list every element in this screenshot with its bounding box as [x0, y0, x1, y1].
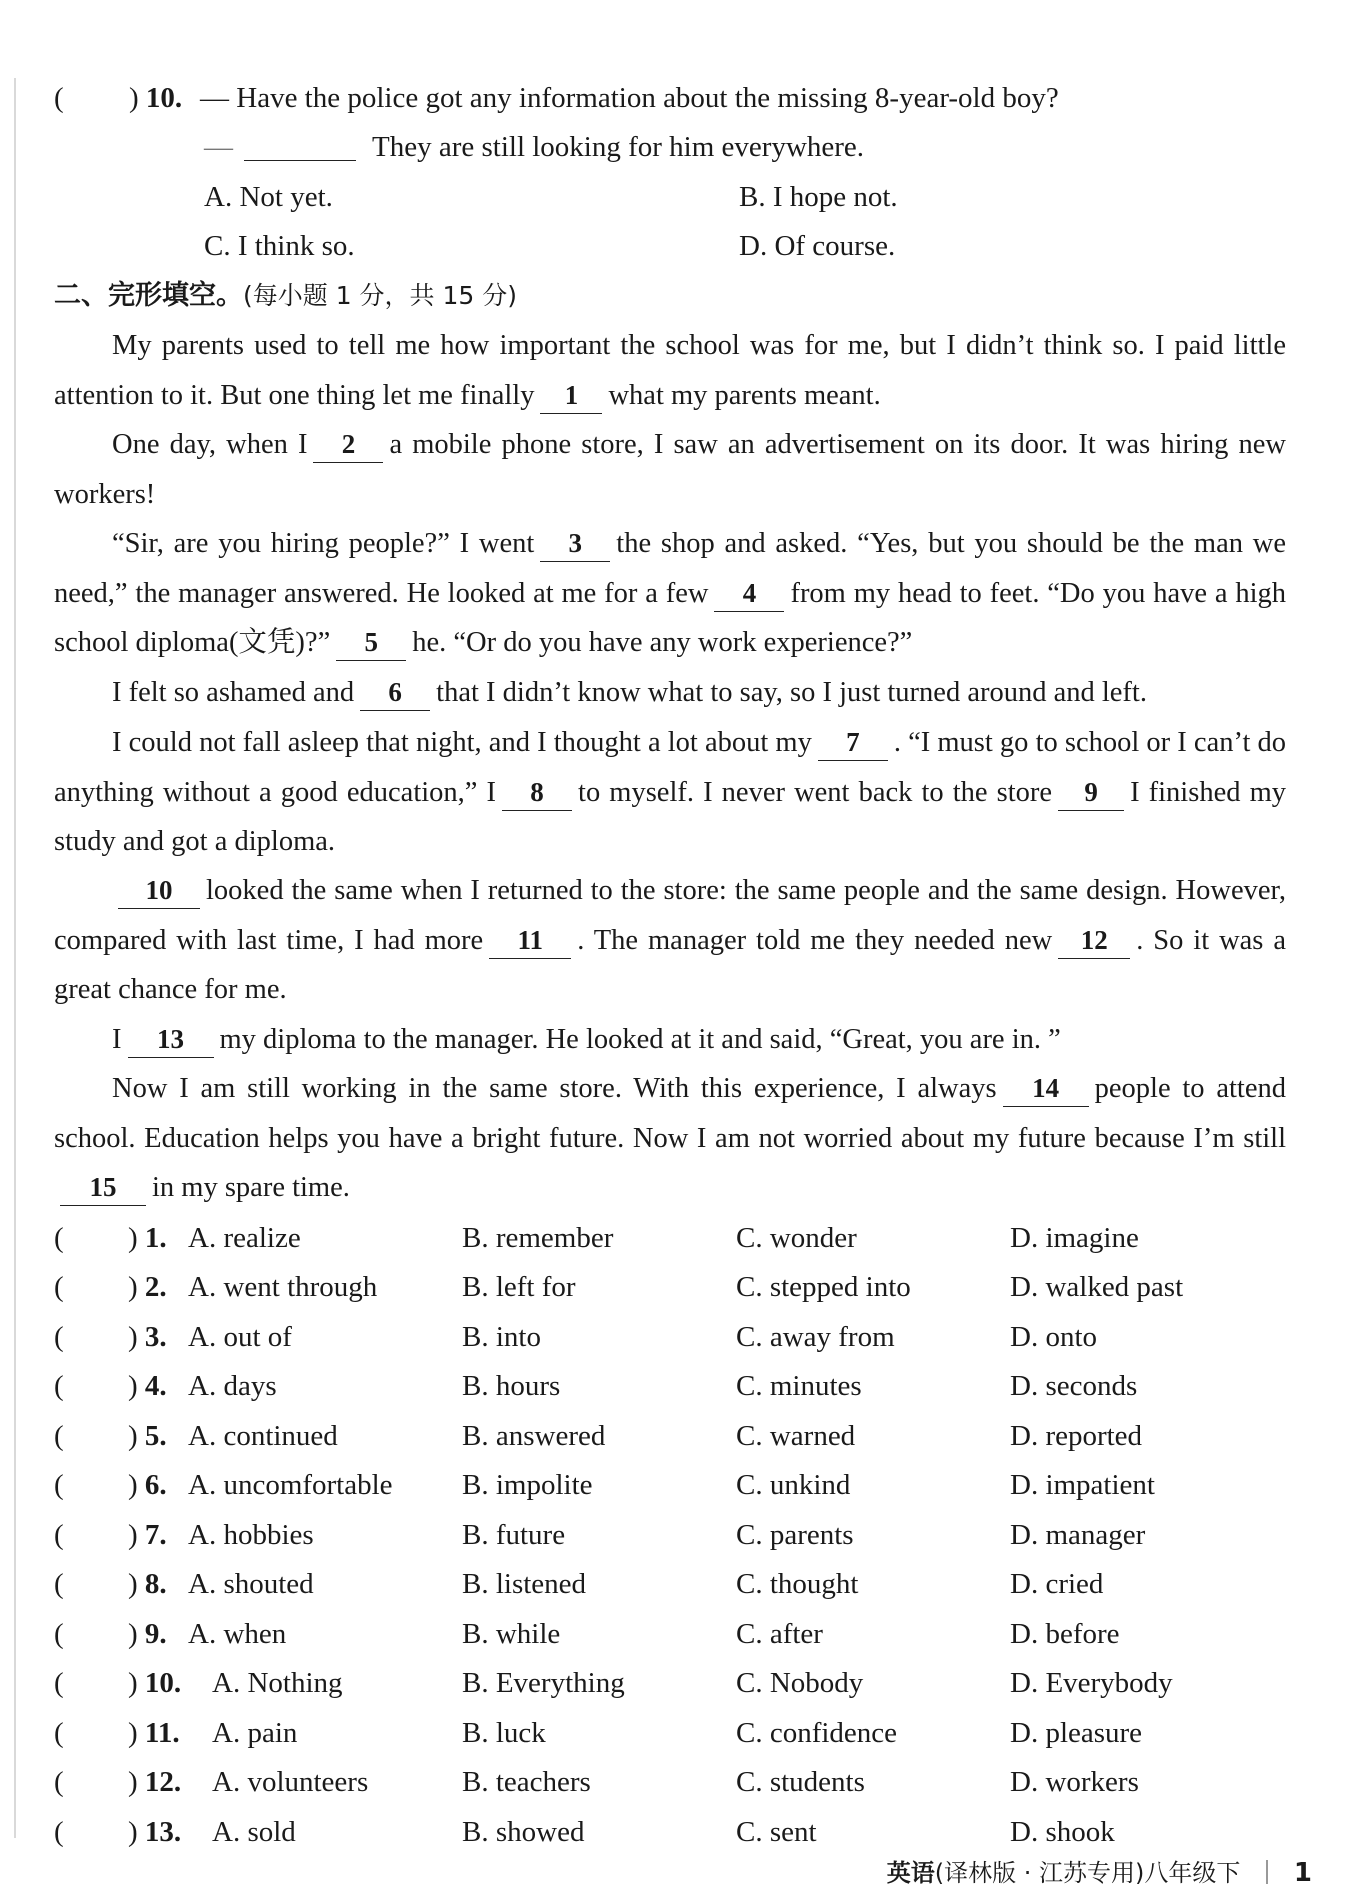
option-d[interactable]: D. walked past	[1010, 1271, 1184, 1303]
cloze-blank-14[interactable]: 14	[1003, 1070, 1089, 1107]
choice-row-3: ( ) 3. A. out of B. into C. away from D. onto	[54, 1312, 1284, 1362]
option-c[interactable]: C. wonder	[736, 1222, 857, 1254]
page-number: 1	[1293, 1858, 1312, 1888]
passage-text: I could not fall asleep that night, and I thought a lot about my	[112, 727, 812, 758]
choice-row-11: ( ) 11. A. pain B. luck C. confidence D. pleasure	[54, 1708, 1284, 1758]
cloze-blank-6[interactable]: 6	[360, 674, 430, 711]
option-c[interactable]: C. after	[736, 1618, 823, 1650]
choice-row-7: ( ) 7. A. hobbies B. future C. parents D. manager	[54, 1510, 1284, 1560]
footer-subject: 英语	[886, 1859, 935, 1887]
option-b[interactable]: B. hours	[462, 1370, 561, 1402]
option-a[interactable]: A. volunteers	[212, 1766, 369, 1798]
page-margin-rule	[14, 78, 16, 1838]
cloze-blank-2[interactable]: 2	[313, 426, 383, 463]
option-c[interactable]: C. parents	[736, 1519, 854, 1551]
option-b[interactable]: B. into	[462, 1321, 541, 1353]
answer-paren[interactable]: (	[54, 1370, 64, 1402]
choice-number: 10.	[144, 1667, 182, 1699]
option-a[interactable]: A. out of	[188, 1321, 292, 1353]
choice-number: 13.	[144, 1816, 182, 1848]
option-c[interactable]: C. minutes	[736, 1370, 862, 1402]
choice-number: 12.	[144, 1766, 182, 1798]
option-b[interactable]: B. listened	[462, 1568, 587, 1600]
passage-text: One day, when I	[112, 429, 308, 460]
option-d[interactable]: D. onto	[1010, 1321, 1097, 1353]
choice-row-8: ( ) 8. A. shouted B. listened C. thought D. cried	[54, 1559, 1284, 1609]
option-c[interactable]: C. stepped into	[736, 1271, 911, 1303]
passage-text: . “I must go to school or I can’t do anything without a good education,” I	[54, 727, 1286, 808]
choice-row-4: ( ) 4. A. days B. hours C. minutes D. seconds	[54, 1361, 1284, 1411]
choice-number: 7.	[144, 1519, 167, 1551]
choice-number: 3.	[144, 1321, 167, 1353]
passage-text: the shop and asked. “Yes, but you should be the man we need,” the manager answered. He looked at me for a few	[54, 528, 1286, 609]
answer-paren-close: ) 10.	[129, 82, 183, 114]
passage-text: “Sir, are you hiring people?” I went	[112, 528, 535, 559]
section-score-note: (每小题 1 分，共 15 分)	[243, 281, 518, 310]
passage-text: in my spare time.	[152, 1172, 350, 1203]
option-d[interactable]: D. manager	[1010, 1519, 1146, 1551]
cloze-blank-3[interactable]: 3	[540, 525, 610, 562]
answer-paren[interactable]: (	[54, 1271, 64, 1303]
choice-row-2: ( ) 2. A. went through B. left for C. stepped into D. walked past	[54, 1262, 1284, 1312]
footer-grade: 八年级下	[1144, 1859, 1241, 1887]
answer-paren[interactable]: (	[54, 1618, 64, 1650]
option-d[interactable]: D. impatient	[1010, 1469, 1155, 1501]
question-10-top	[54, 73, 1284, 123]
answer-paren[interactable]: (	[54, 1816, 64, 1848]
reply-text: They are still looking for him everywhere.	[372, 131, 865, 163]
choice-number: 5.	[144, 1420, 167, 1452]
answer-paren[interactable]: (	[54, 1321, 64, 1353]
passage-text: people to attend school. Education helps you have a bright future. Now I am not worried about my future because I’m still	[54, 1073, 1286, 1154]
cloze-blank-9[interactable]: 9	[1058, 774, 1124, 811]
option-c[interactable]: C. warned	[736, 1420, 856, 1452]
passage-text: Now I am still working in the same store. With this experience, I always	[112, 1073, 997, 1104]
answer-paren[interactable]: (	[54, 1222, 64, 1254]
option-d[interactable]: D. shook	[1010, 1816, 1115, 1848]
section-title	[54, 271, 517, 321]
passage-text: I felt so ashamed and	[112, 677, 355, 708]
choice-row-10: ( ) 10. A. Nothing B. Everything C. Nobody D. Everybody	[54, 1658, 1284, 1708]
passage-text: I	[112, 1024, 122, 1055]
passage-text: looked the same when I returned to the store: the same people and the same design. However, compared with last time, I had more	[54, 875, 1286, 956]
choice-row-5: ( ) 5. A. continued B. answered C. warned D. reported	[54, 1411, 1284, 1461]
option-c[interactable]: C. confidence	[736, 1717, 898, 1749]
option-a[interactable]: A. pain	[212, 1717, 298, 1749]
option-b[interactable]: B. remember	[462, 1222, 614, 1254]
option-d[interactable]: D. Everybody	[1010, 1667, 1173, 1699]
choice-row-1: ( ) 1. A. realize B. remember C. wonder D. imagine	[54, 1213, 1284, 1263]
cloze-blank-8[interactable]: 8	[502, 774, 572, 811]
answer-paren[interactable]: (	[54, 1568, 64, 1600]
option-d[interactable]: D. workers	[1010, 1766, 1139, 1798]
passage-paragraph-4	[54, 668, 1286, 718]
question-text: — Have the police got any information about the missing 8-year-old boy?	[200, 82, 1059, 114]
answer-paren[interactable]: (	[54, 1667, 64, 1699]
answer-paren[interactable]: (	[54, 1717, 64, 1749]
answer-paren[interactable]: (	[54, 1519, 64, 1551]
option-d[interactable]: D. reported	[1010, 1420, 1143, 1452]
choice-row-12: ( ) 12. A. volunteers B. teachers C. students D. workers	[54, 1757, 1284, 1807]
cloze-blank-5[interactable]: 5	[336, 624, 406, 661]
cloze-blank-1[interactable]: 1	[540, 377, 602, 414]
option-c[interactable]: C. students	[736, 1766, 865, 1798]
passage-text: . The manager told me they needed new	[577, 924, 1053, 956]
footer-divider	[1266, 1860, 1268, 1884]
passage-paragraph-8	[54, 1064, 1286, 1213]
choice-number: 9.	[144, 1618, 167, 1650]
choice-number: 8.	[144, 1568, 167, 1600]
passage-text: . So it was a great chance for me.	[54, 924, 1286, 1005]
option-b[interactable]: B. Everything	[462, 1667, 625, 1699]
option-a[interactable]: A. days	[188, 1370, 277, 1402]
choice-number: 1.	[144, 1222, 167, 1254]
footer-edition: (译林版 · 江苏专用)	[934, 1859, 1145, 1887]
answer-paren[interactable]: (	[54, 1766, 64, 1798]
option-d[interactable]: D. seconds	[1010, 1370, 1138, 1402]
cloze-blank-7[interactable]: 7	[818, 724, 888, 761]
question-10-options-row-1	[54, 172, 1284, 222]
reply-dash: —	[204, 131, 233, 163]
passage-paragraph-5	[54, 718, 1286, 867]
option-b[interactable]: B. while	[462, 1618, 561, 1650]
choice-row-6: ( ) 6. A. uncomfortable B. impolite C. unkind D. impatient	[54, 1460, 1284, 1510]
cloze-blank-10[interactable]: 10	[118, 872, 200, 909]
option-d[interactable]: D. cried	[1010, 1568, 1104, 1600]
option-a[interactable]: A. hobbies	[188, 1519, 314, 1551]
answer-paren[interactable]: (	[54, 1420, 64, 1452]
passage-text: he. “Or do you have any work experience?”	[412, 627, 913, 658]
passage-paragraph-1	[54, 321, 1286, 420]
option-d[interactable]: D. imagine	[1010, 1222, 1139, 1254]
option-b[interactable]: B. left for	[462, 1271, 576, 1303]
choice-row-9: ( ) 9. A. when B. while C. after D. before	[54, 1609, 1284, 1659]
answer-paren[interactable]: (	[54, 1469, 64, 1501]
option-a[interactable]: A. Not yet.	[204, 181, 333, 213]
answer-paren-open: (	[54, 82, 64, 114]
option-b[interactable]: B. I hope not.	[739, 181, 898, 213]
option-a[interactable]: A. shouted	[188, 1568, 314, 1600]
option-b[interactable]: B. showed	[462, 1816, 585, 1848]
option-a[interactable]: A. continued	[188, 1420, 338, 1452]
passage-text: my diploma to the manager. He looked at it and said, “Great, you are in. ”	[219, 1024, 1061, 1055]
passage-paragraph-6	[54, 866, 1286, 1015]
question-number: 10.	[145, 82, 183, 114]
question-10-reply	[54, 122, 1284, 172]
option-c[interactable]: C. sent	[736, 1816, 817, 1848]
choice-number: 11.	[144, 1717, 180, 1749]
choice-number: 2.	[144, 1271, 167, 1303]
option-c[interactable]: C. Nobody	[736, 1667, 864, 1699]
reply-blank[interactable]	[244, 124, 356, 161]
cloze-blank-13[interactable]: 13	[128, 1021, 214, 1058]
choice-row-13: ( ) 13. A. sold B. showed C. sent D. shook	[54, 1807, 1284, 1857]
passage-text: My parents used to tell me how important the school was for me, but I didn’t think so. I paid little attention to it. But one thing let me finally	[54, 330, 1286, 411]
page-footer	[887, 1853, 1312, 1893]
option-a[interactable]: A. went through	[188, 1271, 378, 1303]
cloze-blank-4[interactable]: 4	[714, 575, 784, 612]
option-b[interactable]: B. impolite	[462, 1469, 593, 1501]
cloze-blank-15[interactable]: 15	[60, 1169, 146, 1206]
option-a[interactable]: A. Nothing	[212, 1667, 343, 1699]
option-a[interactable]: A. realize	[188, 1222, 301, 1254]
passage-paragraph-3	[54, 519, 1286, 668]
passage-text: I finished my study and got a diploma.	[54, 776, 1286, 857]
passage-paragraph-7	[54, 1015, 1286, 1065]
passage-text: a mobile phone store, I saw an advertisement on its door. It was hiring new workers!	[54, 429, 1286, 510]
section-title-text: 二、完形填空。	[54, 280, 243, 311]
option-c[interactable]: C. I think so.	[204, 230, 355, 262]
option-b[interactable]: B. future	[462, 1519, 566, 1551]
cloze-blank-11[interactable]: 11	[489, 922, 571, 959]
option-c[interactable]: C. thought	[736, 1568, 859, 1600]
option-b[interactable]: B. teachers	[462, 1766, 591, 1798]
passage-text: that I didn’t know what to say, so I just turned around and left.	[436, 677, 1147, 708]
choice-number: 4.	[144, 1370, 167, 1402]
passage-text: to myself. I never went back to the store	[578, 776, 1053, 808]
cloze-blank-12[interactable]: 12	[1058, 922, 1130, 959]
option-b[interactable]: B. luck	[462, 1717, 546, 1749]
option-c[interactable]: C. away from	[736, 1321, 895, 1353]
option-a[interactable]: A. sold	[212, 1816, 296, 1848]
passage-paragraph-2	[54, 420, 1286, 519]
option-d[interactable]: D. Of course.	[739, 230, 896, 262]
choice-number: 6.	[144, 1469, 167, 1501]
option-c[interactable]: C. unkind	[736, 1469, 851, 1501]
question-10-options-row-2	[54, 221, 1284, 271]
option-b[interactable]: B. answered	[462, 1420, 606, 1452]
option-a[interactable]: A. uncomfortable	[188, 1469, 393, 1501]
option-a[interactable]: A. when	[188, 1618, 287, 1650]
passage-text: what my parents meant.	[608, 379, 881, 411]
option-d[interactable]: D. before	[1010, 1618, 1120, 1650]
passage-text: from my head to feet. “Do you have a high school diploma(文凭)?”	[54, 577, 1286, 658]
option-d[interactable]: D. pleasure	[1010, 1717, 1143, 1749]
